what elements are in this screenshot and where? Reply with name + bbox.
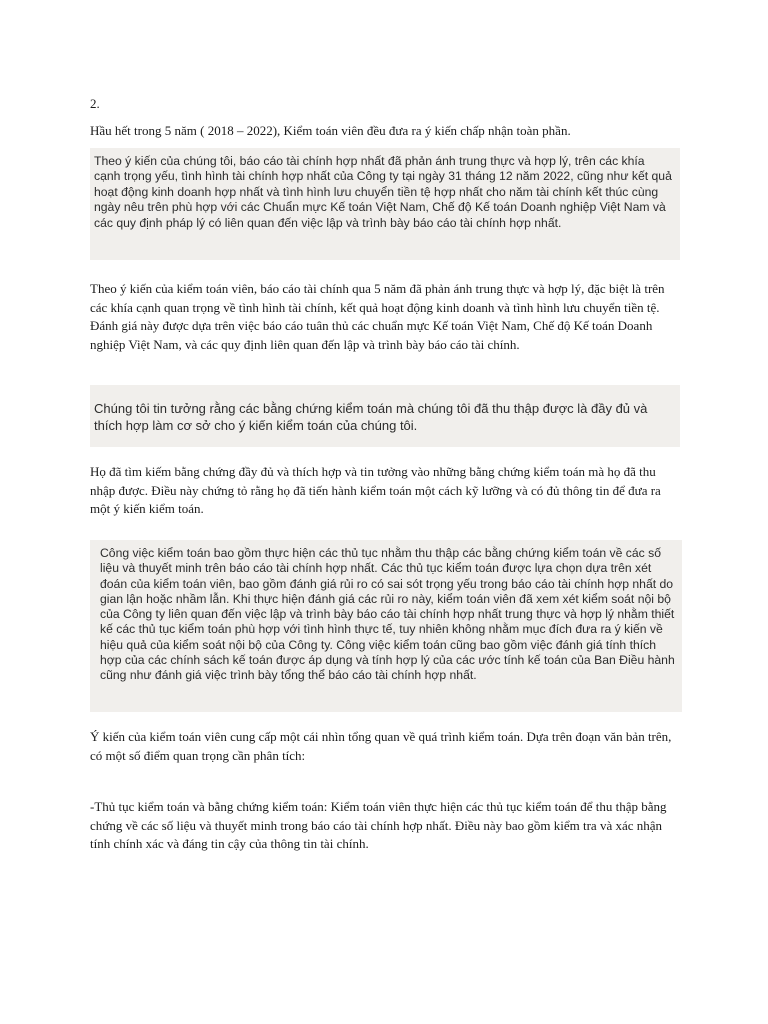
analysis-paragraph-1: Theo ý kiến của kiểm toán viên, báo cáo tài chính qua 5 năm đã phản ánh trung thực và hợp lý, đặc biệt là trên các khía cạnh quan trọng về tình hình tài chính, kết quả hoạt động kinh doanh và tình hình lưu chuyển tiền tệ. Đánh giá này được dựa trên việc báo cáo tuân thủ các chuẩn mực Kế toán Việt Nam, Chế độ Kế toán Doanh nghiệp Việt Nam, và các quy định liên quan đến lập và trình bày báo cáo tài chính. (90, 281, 665, 352)
analysis-paragraph-4: -Thủ tục kiểm toán và bằng chứng kiểm toán: Kiểm toán viên thực hiện các thủ tục kiểm toán để thu thập bằng chứng về các số liệu và thuyết minh trong báo cáo tài chính hợp nhất. Điều này bao gồm kiểm tra và xác nhận tính chính xác và đáng tin cậy của thông tin tài chính. (90, 799, 667, 851)
section-number: 2. (90, 96, 100, 111)
analysis-paragraph-2: Họ đã tìm kiếm bằng chứng đầy đủ và thích hợp và tin tưởng vào những bằng chứng kiểm toán mà họ đã thu nhập được. Điều này chứng tỏ rằng họ đã tiến hành kiểm toán một cách kỹ lưỡng và có đủ thông tin để đưa ra một ý kiến kiểm toán. (90, 464, 661, 516)
intro-paragraph: Hầu hết trong 5 năm ( 2018 – 2022), Kiểm toán viên đều đưa ra ý kiến chấp nhận toàn phần. (90, 123, 571, 138)
analysis-paragraph-3: Ý kiến của kiểm toán viên cung cấp một cái nhìn tổng quan về quá trình kiểm toán. Dựa trên đoạn văn bản trên, có một số điểm quan trọng cần phân tích: (90, 729, 672, 763)
scanned-quote-evidence: Chúng tôi tin tưởng rằng các bằng chứng kiểm toán mà chúng tôi đã thu thập được là đầy đủ và thích hợp làm cơ sở cho ý kiến kiểm toán của chúng tôi. (90, 385, 680, 447)
scanned-quote-opinion: Theo ý kiến của chúng tôi, báo cáo tài chính hợp nhất đã phản ánh trung thực và hợp lý, trên các khía cạnh trọng yếu, tình hình tài chính hợp nhất của Công ty tại ngày 31 tháng 12 năm 2022, cũng như kết quả hoạt động kinh doanh hợp nhất và tình hình lưu chuyển tiền tệ hợp nhất cho năm tài chính kết thúc cùng ngày nêu trên phù hợp với các Chuẩn mực Kế toán Việt Nam, Chế độ Kế toán Doanh nghiệp Việt Nam và các quy định pháp lý có liên quan đến việc lập và trình bày báo cáo tài chính hợp nhất. (90, 148, 680, 260)
scanned-quote-audit-work: Công việc kiểm toán bao gồm thực hiện các thủ tục nhằm thu thập các bằng chứng kiểm toán về các số liệu và thuyết minh trên báo cáo tài chính hợp nhất. Các thủ tục kiểm toán được lựa chọn dựa trên xét đoán của kiểm toán viên, bao gồm đánh giá rủi ro có sai sót trọng yếu trong báo cáo tài chính hợp nhất do gian lận hoặc nhầm lẫn. Khi thực hiện đánh giá các rủi ro này, kiểm toán viên đã xem xét kiểm soát nội bộ của Công ty liên quan đến việc lập và trình bày báo cáo tài chính hợp nhất trung thực và hợp lý nhằm thiết kế các thủ tục kiểm toán phù hợp với tình hình thực tế, tuy nhiên không nhằm mục đích đưa ra ý kiến về hiệu quả của kiểm soát nội bộ của Công ty. Công việc kiểm toán cũng bao gồm việc đánh giá tính thích hợp của các chính sách kế toán được áp dụng và tính hợp lý của các ước tính kế toán của Ban Điều hành cũng như đánh giá việc trình bày tổng thể báo cáo tài chính hợp nhất. (90, 540, 682, 712)
